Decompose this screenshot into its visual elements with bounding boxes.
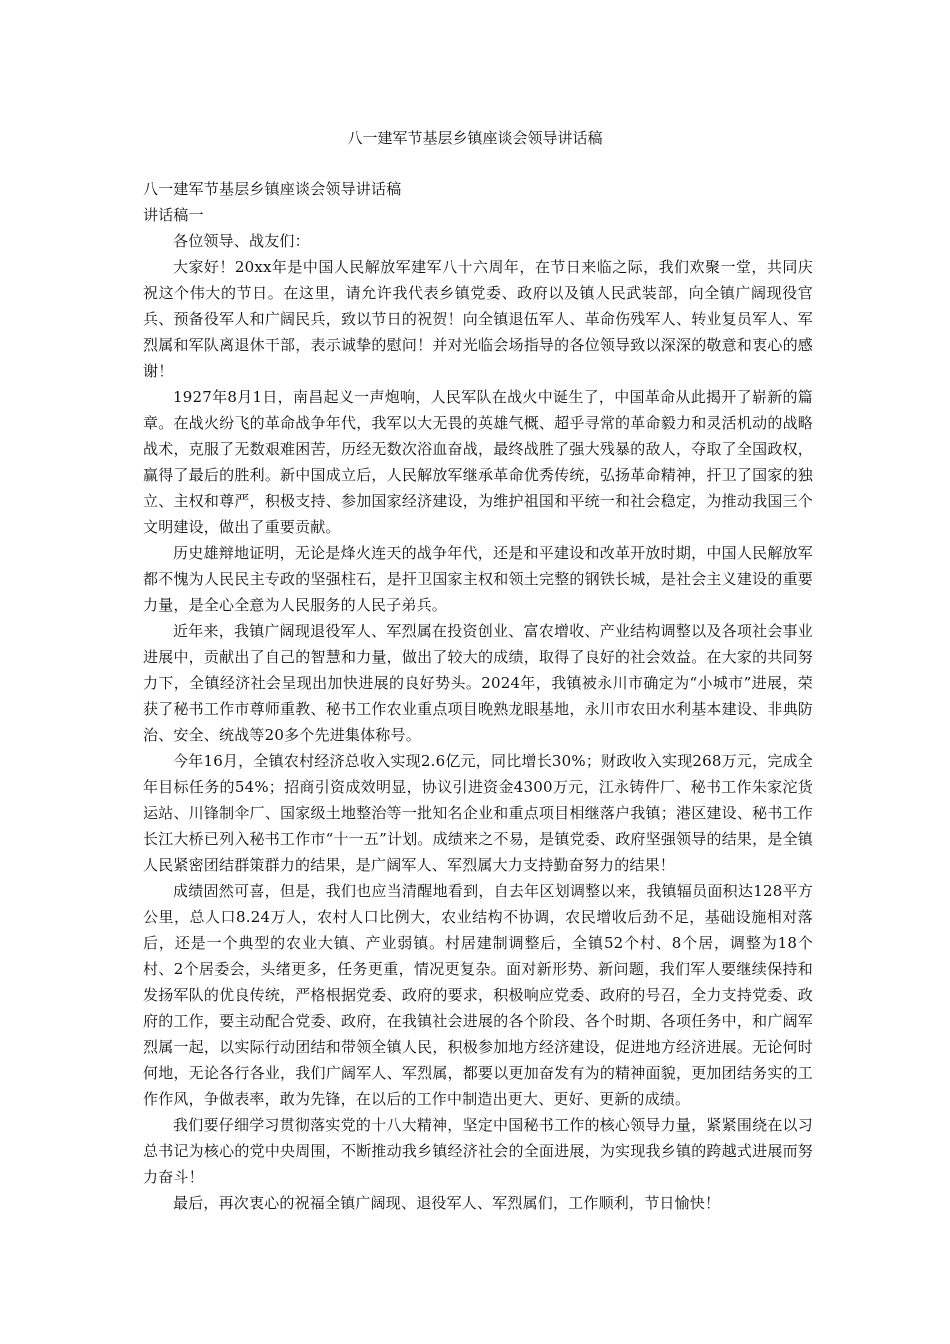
paragraph: 历史雄辩地证明，无论是烽火连天的战争年代，还是和平建设和改革开放时期，中国人民解放军都不愧为人民民主专政的坚强柱石，是扞卫国家主权和领土完整的钢铁长城，是社会主义建设的重要力量，是全心全意为人民服务的人民子弟兵。 [143, 544, 813, 614]
paragraph: 成绩固然可喜，但是，我们也应当清醒地看到，自去年区划调整以来，我镇辐员面积达128平方公里，总人口8.24万人，农村人口比例大，农业结构不协调，农民增收后劲不足，基础设施相对落后，还是一个典型的农业大镇、产业弱镇。村居建制调整后，全镇52个村、8个居，调整为18个村、2个居委会，头绪更多，任务更重，情况更复杂。面对新形势、新问题，我们军人要继续保持和发扬军队的优良传统，严格根据党委、政府的要求，积极响应党委、政府的号召，全力支持党委、政府的工作，要主动配合党委、政府，在我镇社会进展的各个阶段、各个时期、各项任务中，和广阔军烈属一起，以实际行动团结和带领全镇人民，积极参加地方经济建设，促进地方经济进展。无论何时何地，无论各行各业，我们广阔军人、军烈属，都要以更加奋发有为的精神面貌，更加团结务实的工作作风，争做表率，敢为先锋，在以后的工作中制造出更大、更好、更新的成绩。 [143, 882, 813, 1108]
paragraph: 大家好！20xx年是中国人民解放军建军八十六周年，在节日来临之际，我们欢聚一堂，共同庆祝这个伟大的节日。在这里，请允许我代表乡镇党委、政府以及镇人民武装部，向全镇广阔现役官兵、预备役军人和广阔民兵，致以节日的祝贺！向全镇退伍军人、革命伤残军人、转业复员军人、军烈属和军队离退休干部，表示诚挚的慰问！并对光临会场指导的各位领导致以深深的敬意和衷心的感谢！ [143, 258, 813, 380]
paragraph: 最后，再次衷心的祝福全镇广阔现、退役军人、军烈属们，工作顺利，节日愉快！ [173, 1194, 721, 1212]
paragraph: 1927年8月1日，南昌起义一声炮响，人民军队在战火中诞生了，中国革命从此揭开了崭新的篇章。在战火纷飞的革命战争年代，我军以大无畏的英雄气概、超乎寻常的革命毅力和灵活机动的战略战术，克服了无数艰难困苦，历经无数次浴血奋战，最终战胜了强大残暴的敌人，夺取了全国政权，赢得了最后的胜利。新中国成立后，人民解放军继承革命优秀传统，弘扬革命精神，扞卫了国家的独立、主权和尊严，积极支持、参加国家经济建设，为维护祖国和平统一和社会稳定，为推动我国三个文明建设，做出了重要贡献。 [143, 388, 813, 536]
document-title: 八一建军节基层乡镇座谈会领导讲话稿 [347, 129, 603, 147]
paragraph: 今年16月，全镇农村经济总收入实现2.6亿元，同比增长30%；财政收入实现268万元，完成全年目标任务的54%；招商引资成效明显，协议引进资金4300万元，江永铸件厂、秘书工作朱家沱货运站、川锋制伞厂、国家级土地整治等一批知名企业和重点项目相继落户我镇；港区建设、秘书工作长江大桥已列入秘书工作市“十一五”计划。成绩来之不易，是镇党委、政府坚强领导的结果，是全镇人民紧密团结群策群力的结果，是广阔军人、军烈属大力支持勤奋努力的结果！ [143, 752, 813, 874]
paragraph: 近年来，我镇广阔现退役军人、军烈属在投资创业、富农增收、产业结构调整以及各项社会事业进展中，贡献出了自己的智慧和力量，做出了较大的成绩，取得了良好的社会效益。在大家的共同努力下，全镇经济社会呈现出加快进展的良好势头。2024年，我镇被永川市确定为“小城市”进展，荣获了秘书工作市尊师重教、秘书工作农业重点项目晚熟龙眼基地，永川市农田水利基本建设、非典防治、安全、统战等20多个先进集体称号。 [143, 622, 813, 744]
paragraph: 我们要仔细学习贯彻落实党的十八大精神，坚定中国秘书工作的核心领导力量，紧紧围绕在以习总书记为核心的党中央周围，不断推动我乡镇经济社会的全面进展，为实现我乡镇的跨越式进展而努力奋斗！ [143, 1116, 813, 1186]
section-label: 讲话稿一 [143, 206, 204, 224]
salutation: 各位领导、战友们： [173, 232, 310, 250]
document-subtitle: 八一建军节基层乡镇座谈会领导讲话稿 [143, 180, 402, 198]
document-body [143, 176, 813, 1216]
